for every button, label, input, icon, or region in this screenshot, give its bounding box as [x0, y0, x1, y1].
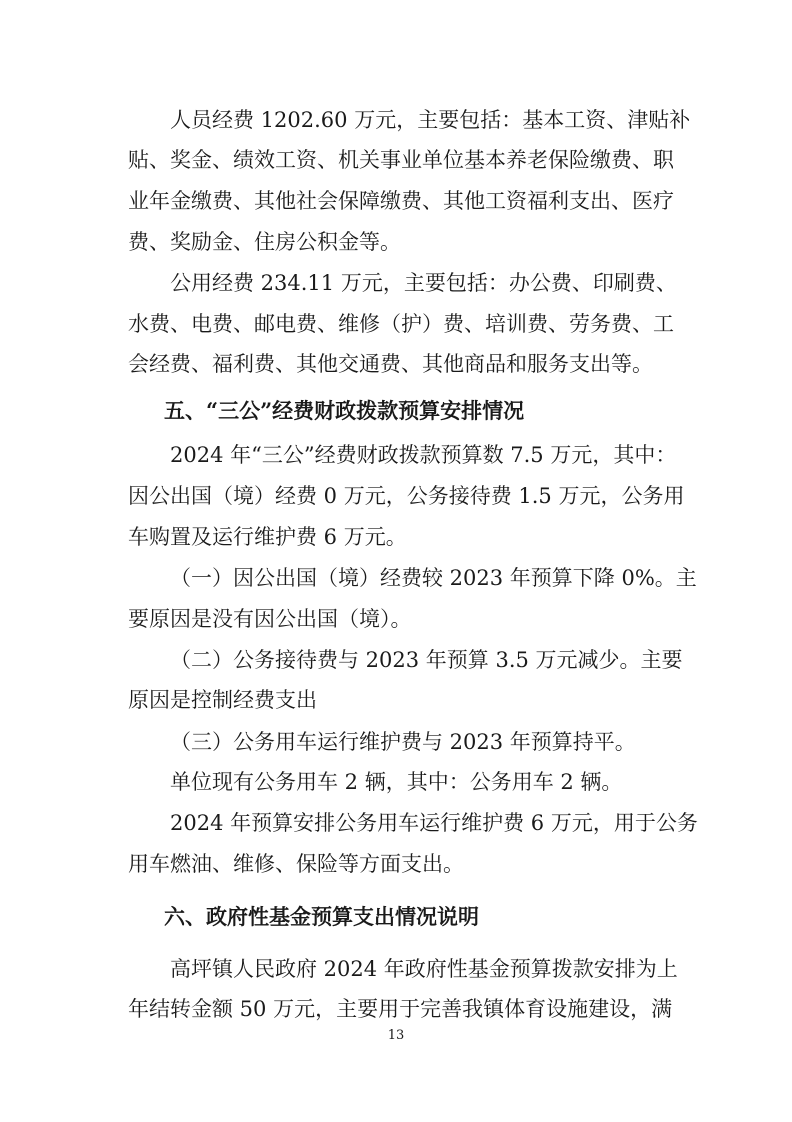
- vehicle-budget-line-1: 2024 年预算安排公务用车运行维护费 6 万元，用于公务: [170, 811, 698, 835]
- section-six-heading: 六、政府性基金预算支出情况说明: [164, 904, 479, 929]
- fund-budget-line-1: 高坪镇人民政府 2024 年政府性基金预算拨款安排为上: [170, 957, 678, 981]
- fund-budget-line-2: 年结转金额 50 万元，主要用于完善我镇体育设施建设，满: [128, 997, 673, 1021]
- personnel-expense-line-2: 贴、奖金、绩效工资、机关事业单位基本养老保险缴费、职: [128, 148, 674, 172]
- personnel-expense-line-1: 人员经费 1202.60 万元，主要包括：基本工资、津贴补: [170, 108, 691, 132]
- overseas-expense-line-1: （一）因公出国（境）经费较 2023 年预算下降 0%。主: [170, 566, 697, 590]
- reception-expense-line-1: （二）公务接待费与 2023 年预算 3.5 万元减少。主要: [170, 648, 683, 672]
- vehicle-expense-line: （三）公务用车运行维护费与 2023 年预算持平。: [170, 730, 636, 754]
- reception-expense-line-2: 原因是控制经费支出: [128, 688, 317, 712]
- vehicle-budget-line-2: 用车燃油、维修、保险等方面支出。: [128, 852, 464, 876]
- vehicle-count-line: 单位现有公务用车 2 辆，其中：公务用车 2 辆。: [170, 770, 623, 794]
- public-expense-line-1: 公用经费 234.11 万元，主要包括：办公费、印刷费、: [170, 271, 677, 295]
- public-expense-line-3: 会经费、福利费、其他交通费、其他商品和服务支出等。: [128, 352, 653, 376]
- personnel-expense-line-3: 业年金缴费、其他社会保障缴费、其他工资福利支出、医疗: [128, 189, 674, 213]
- three-public-line-1: 2024 年“三公”经费财政拨款预算数 7.5 万元，其中：: [170, 443, 677, 467]
- public-expense-line-2: 水费、电费、邮电费、维修（护）费、培训费、劳务费、工: [128, 312, 674, 336]
- three-public-line-3: 车购置及运行维护费 6 万元。: [128, 525, 407, 549]
- overseas-expense-line-2: 要原因是没有因公出国（境）。: [128, 607, 412, 631]
- section-five-heading: 五、“三公”经费财政拨款预算安排情况: [164, 398, 525, 423]
- personnel-expense-line-4: 费、奖励金、住房公积金等。: [128, 230, 401, 254]
- page-number: 13: [387, 1028, 405, 1043]
- three-public-line-2: 因公出国（境）经费 0 万元，公务接待费 1.5 万元，公务用: [128, 484, 685, 508]
